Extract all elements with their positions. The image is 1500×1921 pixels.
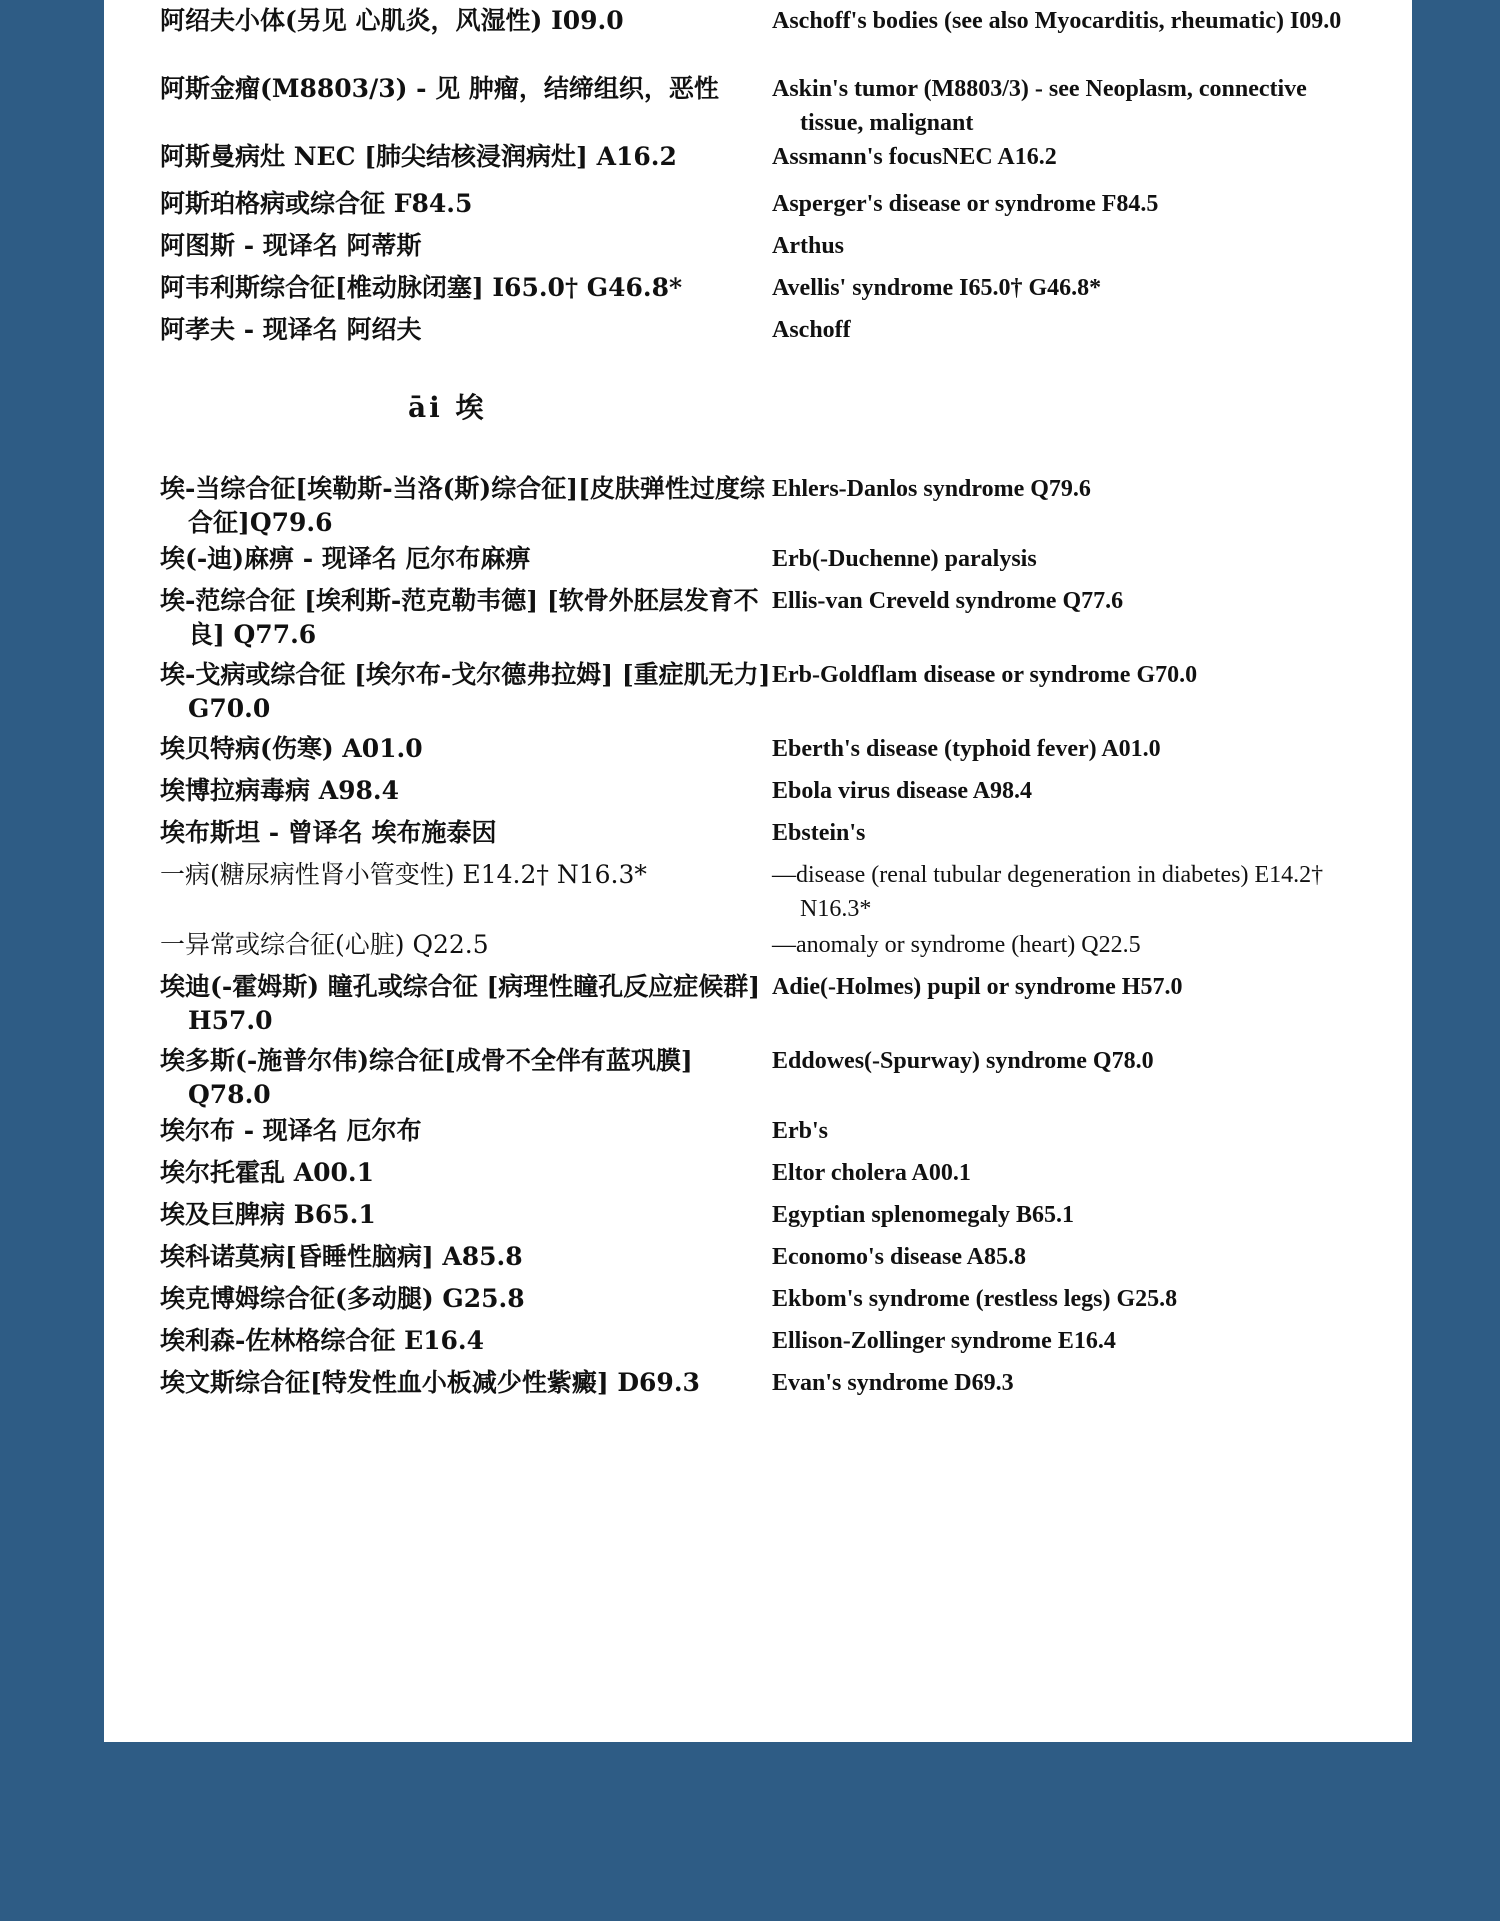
entry-row bbox=[160, 732, 1370, 774]
entry-row bbox=[160, 658, 1370, 732]
entry-chinese: 阿斯曼病灶 NEC [肺尖结核浸润病灶] A16.2 bbox=[160, 142, 677, 171]
entry-english: Aschoff bbox=[772, 317, 851, 343]
entry-chinese: 埃-当综合征[埃勒斯-当洛(斯)综合征][皮肤弹性过度综合征]Q79.6 bbox=[160, 474, 765, 537]
entry-row bbox=[160, 584, 1370, 658]
entry-english: Arthus bbox=[772, 233, 845, 259]
entry-english: —anomaly or syndrome (heart) Q22.5 bbox=[772, 932, 1141, 958]
entry-row bbox=[160, 928, 1370, 970]
entry-english: Ellis-van Creveld syndrome Q77.6 bbox=[772, 588, 1124, 614]
entry-row bbox=[160, 313, 1370, 355]
entry-row bbox=[160, 472, 1370, 542]
entry-row bbox=[160, 271, 1370, 313]
entry-row bbox=[160, 1324, 1370, 1366]
entry-english: Eltor cholera A00.1 bbox=[772, 1160, 971, 1186]
entry-row bbox=[160, 816, 1370, 858]
entry-row bbox=[160, 1156, 1370, 1198]
entry-chinese: 阿韦利斯综合征[椎动脉闭塞] I65.0† G46.8* bbox=[160, 273, 683, 302]
entry-list-ai bbox=[160, 472, 1370, 1408]
entry-english: Adie(-Holmes) pupil or syndrome H57.0 bbox=[772, 974, 1183, 1000]
entry-row bbox=[160, 858, 1370, 928]
entry-chinese: 埃-戈病或综合征 [埃尔布-戈尔德弗拉姆] [重症肌无力] G70.0 bbox=[160, 660, 771, 723]
entry-english: Erb's bbox=[772, 1118, 829, 1144]
entry-chinese: 埃克博姆综合征(多动腿) G25.8 bbox=[160, 1284, 525, 1313]
entry-chinese: 阿绍夫小体(另见 心肌炎，风湿性) I09.0 bbox=[160, 6, 624, 35]
entry-row bbox=[160, 542, 1370, 584]
entry-english: —disease (renal tubular degeneration in diabetes) E14.2† N16.3* bbox=[772, 862, 1324, 922]
entry-chinese: 埃多斯(-施普尔伟)综合征[成骨不全伴有蓝巩膜] Q78.0 bbox=[160, 1046, 693, 1109]
entry-chinese: 阿图斯 - 现译名 阿蒂斯 bbox=[160, 231, 422, 260]
entry-row bbox=[160, 1114, 1370, 1156]
entry-chinese: 埃-范综合征 [埃利斯-范克勒韦德] [软骨外胚层发育不良] Q77.6 bbox=[160, 586, 759, 649]
entry-chinese: 阿斯金瘤(M8803/3) - 见 肿瘤，结缔组织，恶性 bbox=[160, 74, 719, 103]
entry-english: Ekbom's syndrome (restless legs) G25.8 bbox=[772, 1286, 1178, 1312]
entry-chinese: 埃科诺莫病[昏睡性脑病] A85.8 bbox=[160, 1242, 523, 1271]
entry-english: Ebstein's bbox=[772, 820, 866, 846]
entry-english: Evan's syndrome D69.3 bbox=[772, 1370, 1014, 1396]
entry-chinese: 埃尔托霍乱 A00.1 bbox=[160, 1158, 374, 1187]
entry-english: Eddowes(-Spurway) syndrome Q78.0 bbox=[772, 1048, 1154, 1074]
entry-english: Economo's disease A85.8 bbox=[772, 1244, 1027, 1270]
section-heading: āi 埃 bbox=[408, 391, 487, 424]
entry-chinese: 埃(-迪)麻痹 - 现译名 厄尔布麻痹 bbox=[160, 544, 531, 573]
entry-chinese: 埃及巨脾病 B65.1 bbox=[160, 1200, 376, 1229]
entry-chinese: 阿斯珀格病或综合征 F84.5 bbox=[160, 189, 473, 218]
entry-english: Avellis' syndrome I65.0† G46.8* bbox=[772, 275, 1102, 301]
entry-chinese: 一异常或综合征(心脏) Q22.5 bbox=[160, 930, 489, 959]
entry-english: Askin's tumor (M8803/3) - see Neoplasm, connective tissue, malignant bbox=[772, 76, 1307, 136]
entry-row bbox=[160, 1198, 1370, 1240]
entry-english: Asperger's disease or syndrome F84.5 bbox=[772, 191, 1159, 217]
entry-english: Erb-Goldflam disease or syndrome G70.0 bbox=[772, 662, 1198, 688]
entry-chinese: 埃利森-佐林格综合征 E16.4 bbox=[160, 1326, 485, 1355]
entry-row bbox=[160, 1366, 1370, 1408]
entry-english: Eberth's disease (typhoid fever) A01.0 bbox=[772, 736, 1161, 762]
entry-english: Ehlers-Danlos syndrome Q79.6 bbox=[772, 476, 1091, 502]
entry-chinese: 埃迪(-霍姆斯) 瞳孔或综合征 [病理性瞳孔反应症候群] H57.0 bbox=[160, 972, 761, 1035]
entry-chinese: 埃尔布 - 现译名 厄尔布 bbox=[160, 1116, 422, 1145]
entry-english: Egyptian splenomegaly B65.1 bbox=[772, 1202, 1075, 1228]
entry-row bbox=[160, 1282, 1370, 1324]
entry-row bbox=[160, 140, 1370, 187]
entry-row bbox=[160, 1240, 1370, 1282]
entry-chinese: 埃文斯综合征[特发性血小板减少性紫癜] D69.3 bbox=[160, 1368, 700, 1397]
document-page bbox=[104, 0, 1412, 1742]
entry-row bbox=[160, 72, 1370, 140]
entry-row bbox=[160, 229, 1370, 271]
entry-english: Erb(-Duchenne) paralysis bbox=[772, 546, 1037, 572]
entry-row bbox=[160, 187, 1370, 229]
entry-english: Aschoff's bodies (see also Myocarditis, rheumatic) I09.0 bbox=[772, 8, 1342, 34]
entry-chinese: 埃博拉病毒病 A98.4 bbox=[160, 776, 399, 805]
entry-row bbox=[160, 4, 1370, 72]
entry-row bbox=[160, 774, 1370, 816]
entry-chinese: 一病(糖尿病性肾小管变性) E14.2† N16.3* bbox=[160, 860, 647, 889]
entry-list-a bbox=[160, 4, 1370, 355]
entry-row bbox=[160, 970, 1370, 1044]
entry-chinese: 埃贝特病(伤寒) A01.0 bbox=[160, 734, 423, 763]
entry-chinese: 埃布斯坦 - 曾译名 埃布施泰因 bbox=[160, 818, 497, 847]
entry-english: Assmann's focusNEC A16.2 bbox=[772, 144, 1057, 170]
entry-row bbox=[160, 1044, 1370, 1114]
entry-english: Ebola virus disease A98.4 bbox=[772, 778, 1033, 804]
entry-english: Ellison-Zollinger syndrome E16.4 bbox=[772, 1328, 1116, 1354]
entry-chinese: 阿孝夫 - 现译名 阿绍夫 bbox=[160, 315, 422, 344]
